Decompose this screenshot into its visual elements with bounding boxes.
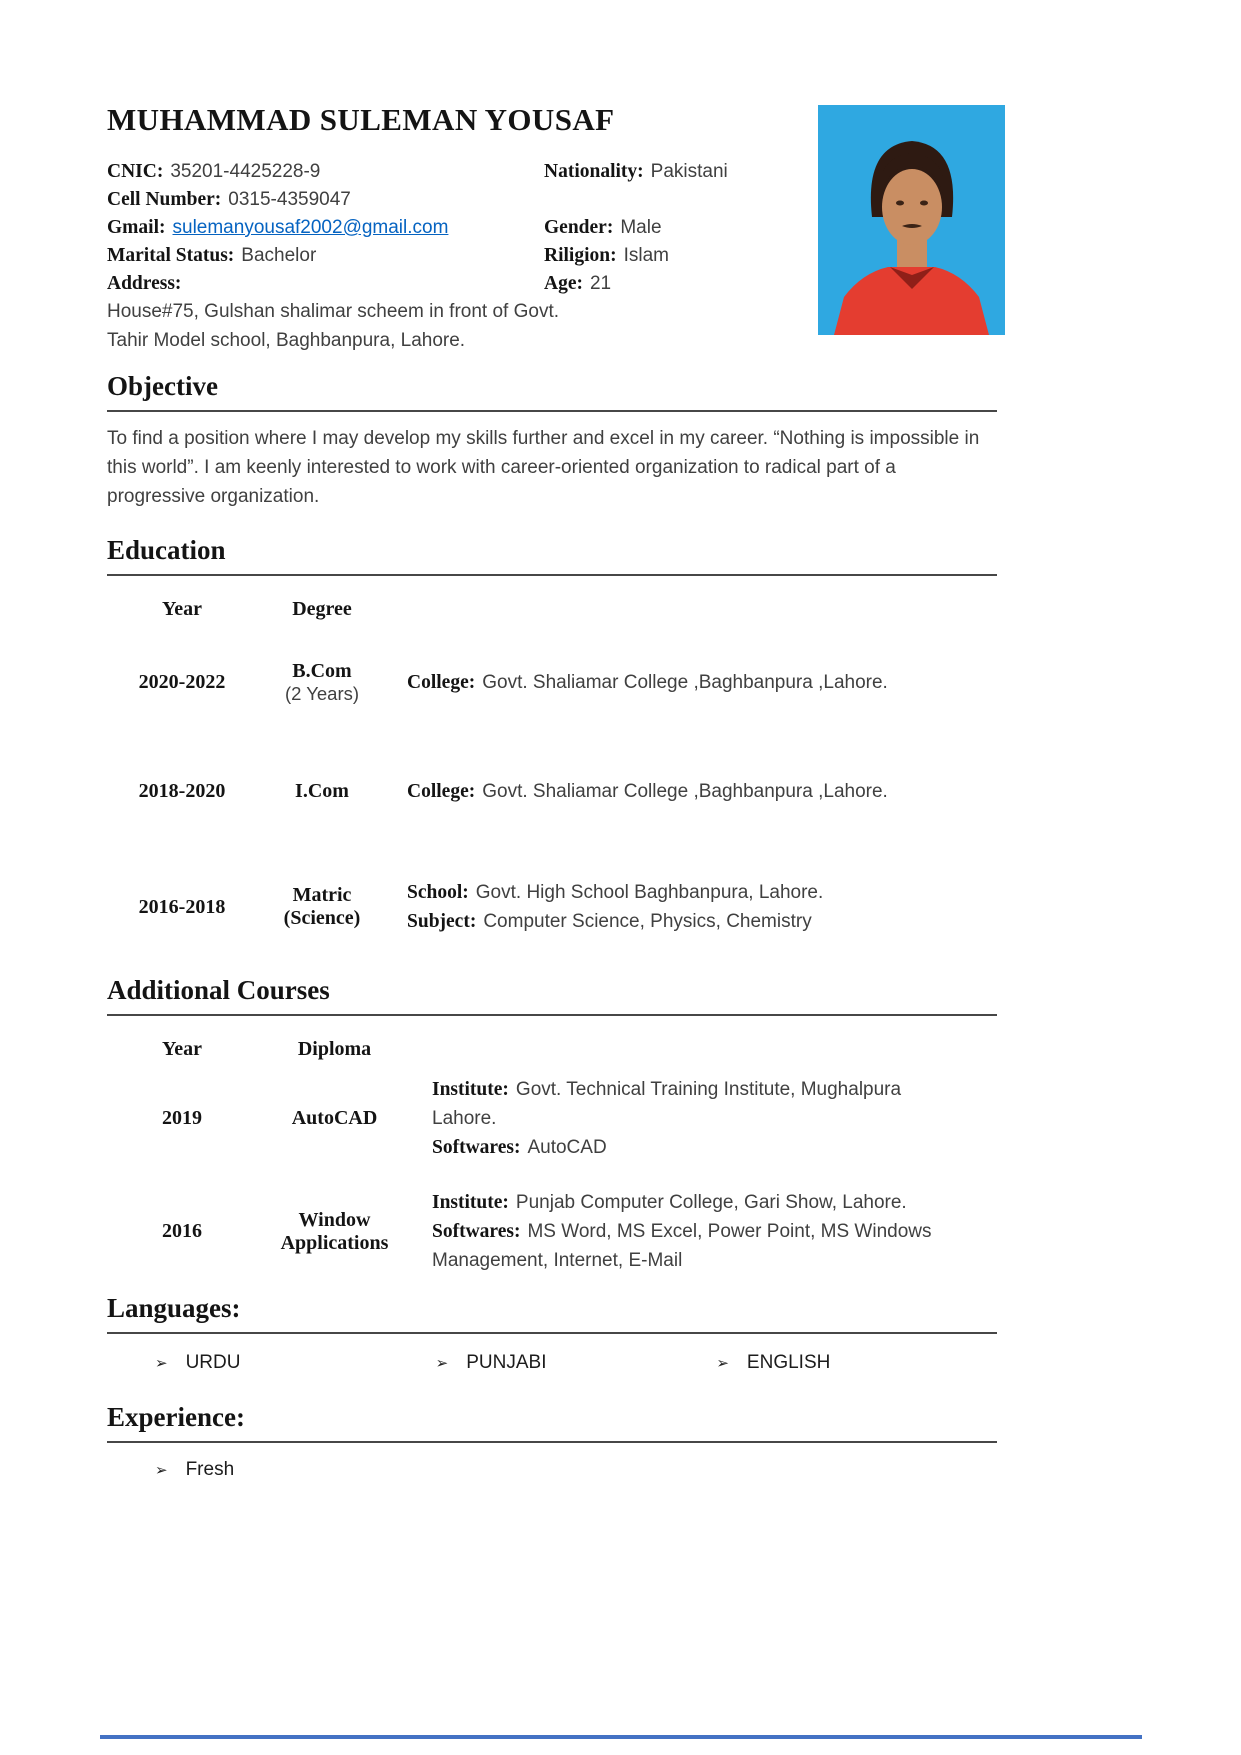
section-title-education: Education [107,535,997,576]
language-item-english [716,1352,997,1374]
detail-address-label [107,270,544,298]
degree-sub: (2 Years) [284,682,360,704]
description-line [432,1133,954,1162]
degree-name: Matric [292,884,352,906]
detail-value: Bachelor [241,245,317,266]
detail-value: 21 [589,273,612,294]
languages-list [107,1352,997,1374]
detail-label: Gender: [544,217,614,238]
description-label: Institute: [432,1192,509,1213]
description-label: Institute: [432,1079,509,1100]
courses-table-header [127,1038,997,1061]
description-line [432,1217,954,1275]
section-title-additional-courses: Additional Courses [107,975,997,1016]
description-line [407,907,991,936]
detail-gmail [107,214,544,242]
detail-marital-status [107,242,544,270]
detail-label: CNIC: [107,161,164,182]
detail-label: Address: [107,273,182,294]
courses-col-diploma: Diploma [297,1038,372,1060]
education-col-degree: Degree [292,598,352,620]
detail-label: Riligion: [544,245,617,266]
detail-value: Islam [623,245,669,266]
course-diploma [237,1107,432,1130]
detail-row-cell-number [107,186,997,214]
experience-label: Fresh [185,1459,235,1480]
detail-value: 35201-4425228-9 [170,161,321,182]
detail-gender [544,214,997,242]
description-line [407,878,991,907]
education-degree [237,780,407,803]
detail-row-address-age [107,270,997,298]
email-link[interactable]: sulemanyousaf2002@gmail.com [172,217,449,238]
detail-value: Pakistani [650,161,728,182]
detail-label: Age: [544,273,583,294]
detail-row-marital-religion [107,242,997,270]
detail-label: Gmail: [107,217,166,238]
section-title-experience: Experience: [107,1402,997,1443]
description-text: Govt. Technical Training Institute, Mughalpura Lahore. [432,1079,902,1129]
language-item-urdu [155,1352,436,1374]
courses-row-window-applications [127,1188,997,1275]
detail-empty [544,186,997,214]
description-text: Punjab Computer College, Gari Show, Lahore. [515,1192,907,1213]
detail-label: Marital Status: [107,245,235,266]
description-label: Softwares: [432,1137,521,1158]
degree-name: I.Com [295,779,349,802]
description-label: Subject: [407,911,477,932]
detail-age [544,270,997,298]
description-label: College: [407,780,476,802]
education-row-matric [127,863,997,951]
education-row-icom [127,775,997,807]
detail-cell-number [107,186,544,214]
education-degree [237,660,407,705]
course-description [432,1188,960,1275]
detail-row-cnic-nationality [107,158,997,186]
detail-row-gmail-gender [107,214,997,242]
candidate-name: MUHAMMAD SULEMAN YOUSAF [107,102,615,137]
degree-sub: (Science) [283,907,361,929]
education-degree [237,884,407,930]
description-line [432,1075,954,1133]
description-line [432,1188,954,1217]
description-label: College: [407,671,476,693]
courses-row-autocad [127,1075,997,1162]
language-label: URDU [185,1352,241,1373]
diploma-name-line2: Applications [280,1231,389,1254]
language-label: ENGLISH [746,1352,831,1373]
arrow-bullet-icon: ➢ [155,1461,168,1479]
arrow-bullet-icon: ➢ [435,1354,449,1372]
personal-details [107,158,997,355]
description-line [407,777,991,806]
section-title-objective: Objective [107,371,997,412]
diploma-name: AutoCAD [291,1107,378,1129]
detail-label: Cell Number: [107,189,222,210]
degree-name: B.Com [292,659,352,682]
diploma-name: Window [298,1208,371,1231]
education-year: 2018-2020 [138,779,226,802]
detail-value: Male [620,217,662,238]
description-text: MS Word, MS Excel, Power Point, MS Windows Management, Internet, E-Mail [432,1221,932,1271]
description-text: Govt. High School Baghbanpura, Lahore. [475,882,824,903]
detail-nationality [544,158,997,186]
description-text: Computer Science, Physics, Chemistry [483,911,812,932]
arrow-bullet-icon: ➢ [716,1354,729,1372]
education-table [107,598,997,951]
experience-list [107,1459,997,1481]
language-item-punjabi [436,1352,717,1374]
education-year: 2016-2018 [138,895,226,918]
experience-item-fresh [155,1459,452,1481]
language-label: PUNJABI [466,1352,547,1373]
description-label: Softwares: [432,1221,521,1242]
detail-cnic [107,158,544,186]
section-title-languages: Languages: [107,1293,997,1334]
education-row-bcom [127,651,997,713]
description-line [407,668,991,697]
detail-label: Nationality: [544,161,644,182]
description-text: AutoCAD [527,1137,607,1158]
resume-content [107,0,997,1481]
course-diploma [237,1209,432,1255]
education-col-year: Year [162,598,202,620]
description-text: Govt. Shaliamar College ,Baghbanpura ,Lahore. [482,671,888,693]
description-text: Govt. Shaliamar College ,Baghbanpura ,Lahore. [482,780,888,802]
objective-text: To find a position where I may develop my skills further and excel in my career. “Nothing is impossible in this world”. I am keenly interested to work with career-oriented organization to radical part of a progressive organization. [107,428,980,507]
education-description [407,777,997,806]
courses-col-year: Year [162,1038,202,1060]
courses-table [107,1038,997,1275]
detail-religion [544,242,997,270]
arrow-bullet-icon: ➢ [155,1354,168,1372]
education-description [407,878,997,936]
description-label: School: [407,882,469,903]
education-description [407,668,997,697]
education-table-header [127,598,997,621]
course-description [432,1075,960,1162]
footer-accent-line [100,1735,1142,1739]
course-year: 2019 [162,1107,202,1129]
detail-value: 0315-4359047 [228,189,351,210]
course-year: 2016 [162,1220,202,1242]
education-year: 2020-2022 [138,670,226,693]
address-text: House#75, Gulshan shalimar scheem in front of Govt. Tahir Model school, Baghbanpura, Lahore. [107,301,560,351]
